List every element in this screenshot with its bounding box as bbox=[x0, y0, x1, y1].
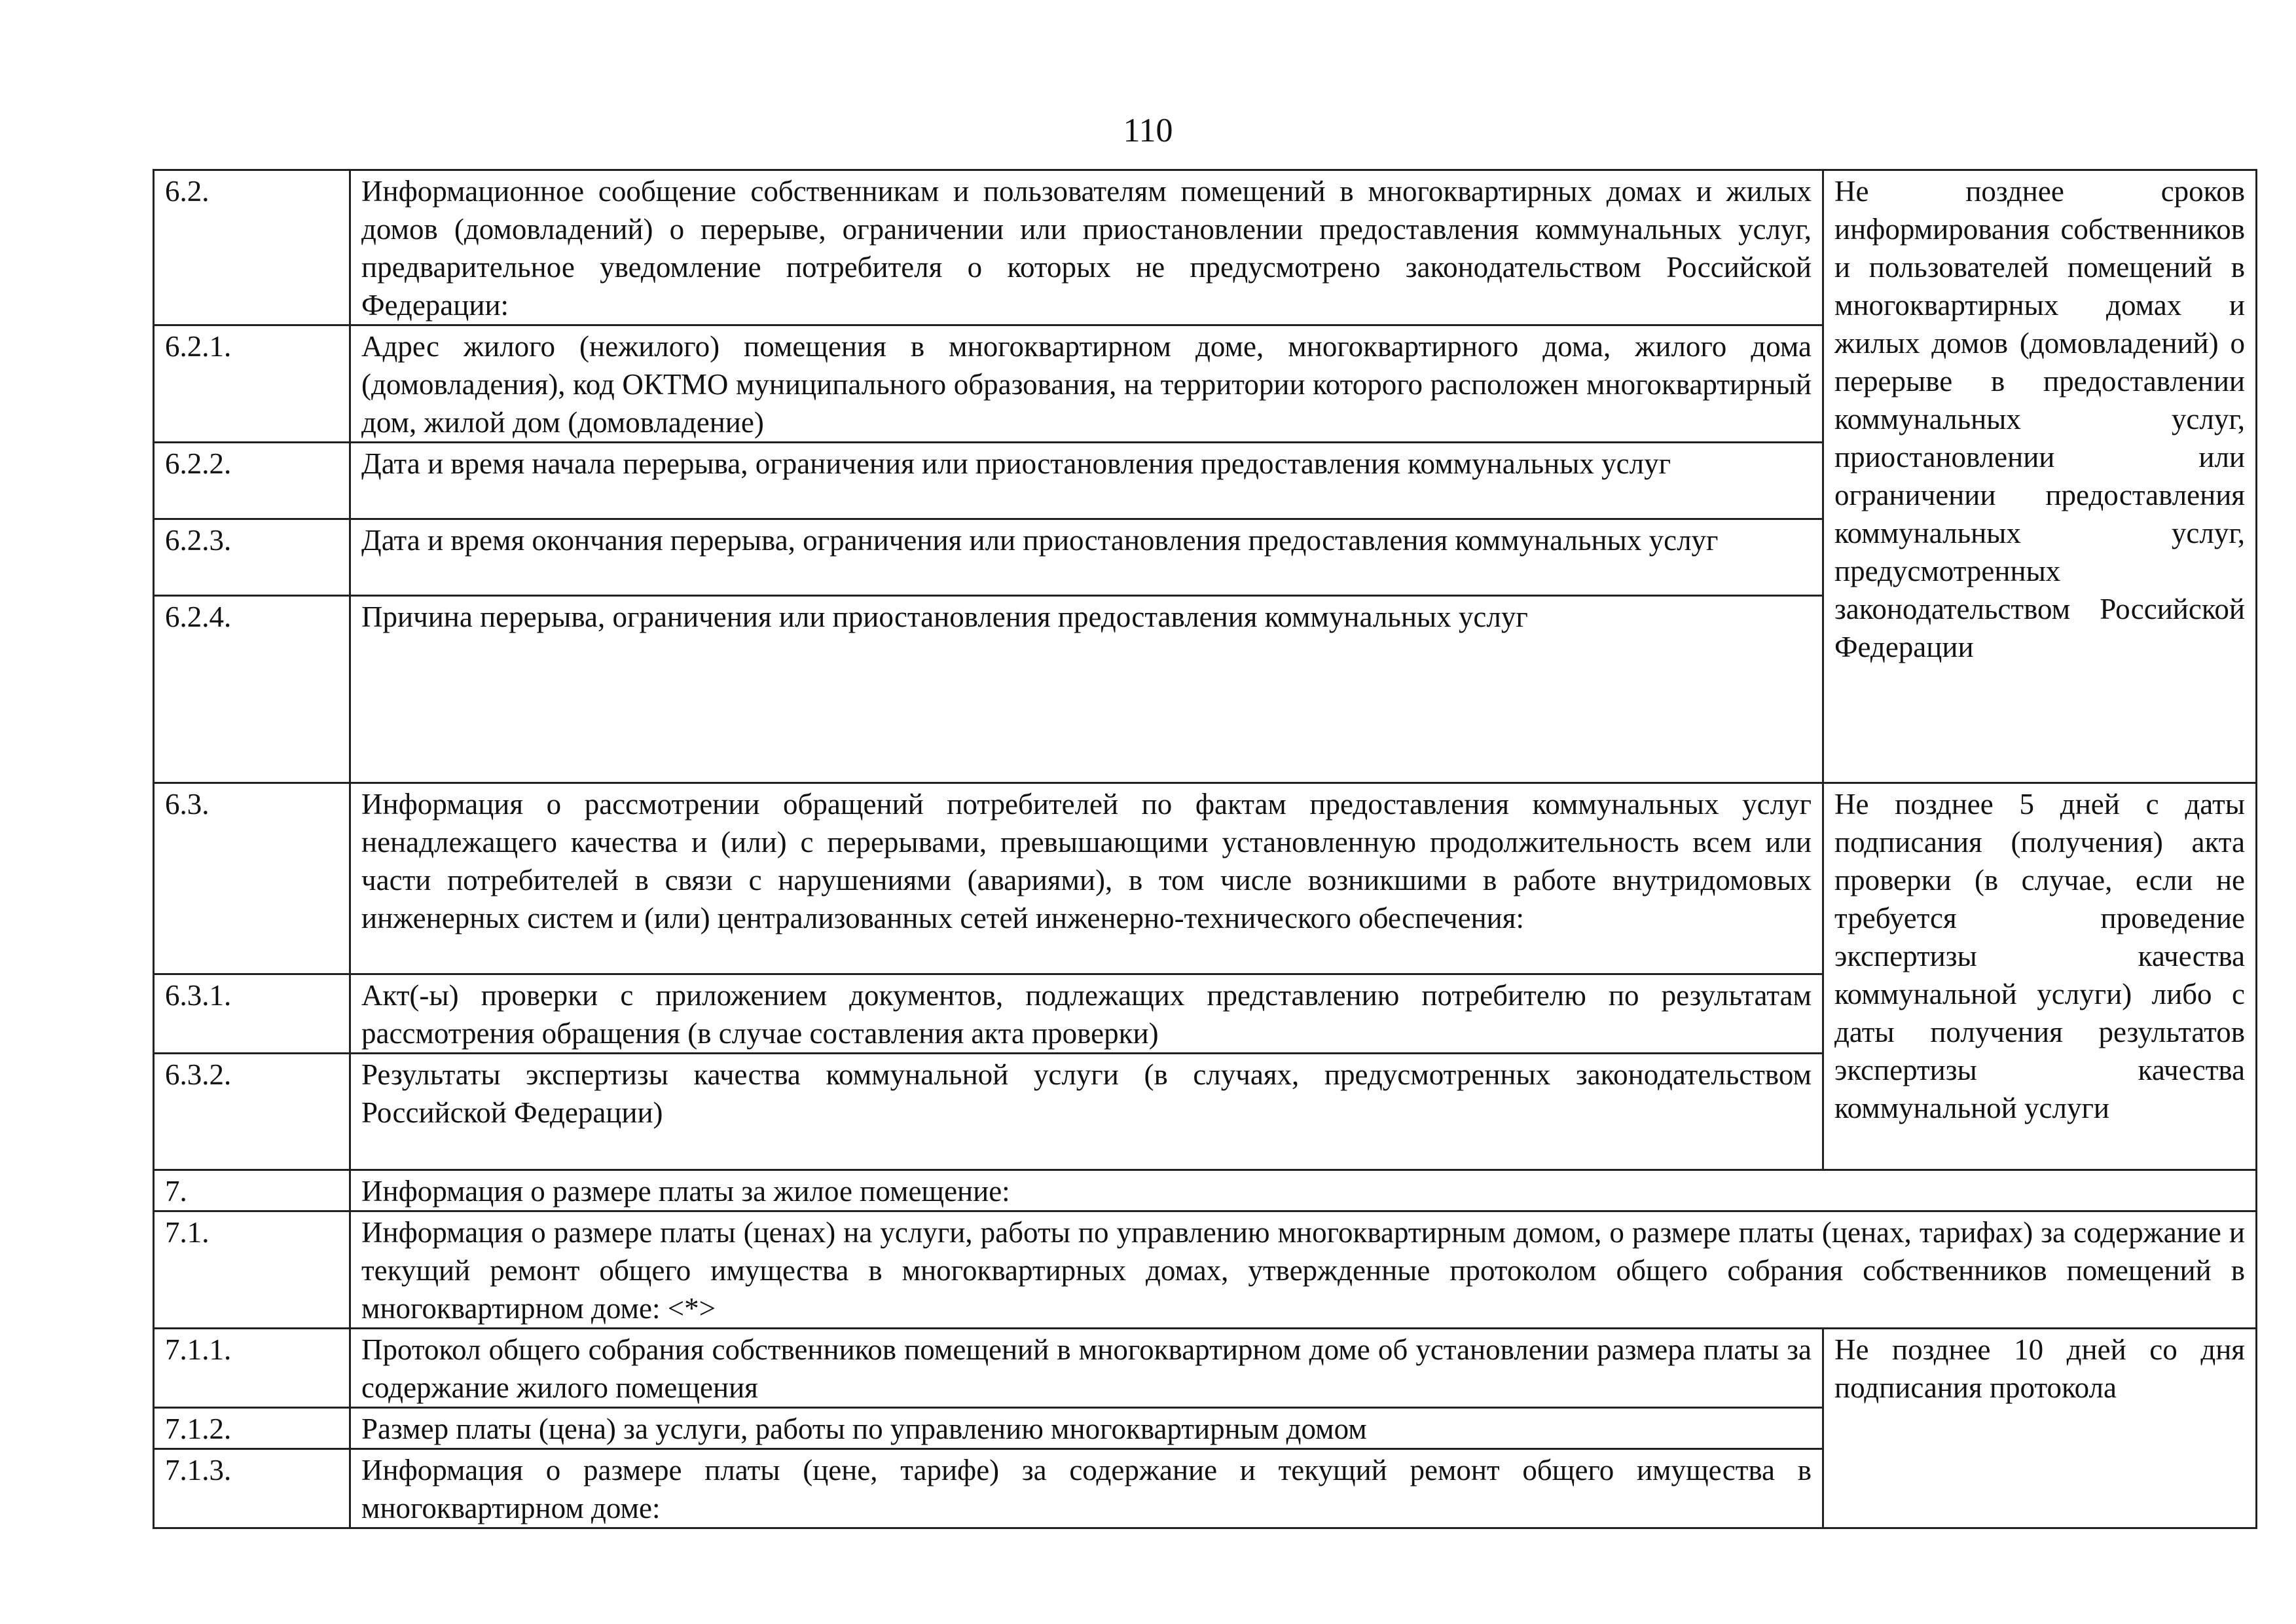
table-row bbox=[154, 170, 2257, 325]
table-row bbox=[154, 1170, 2257, 1211]
row-content: Информация о размере платы за жилое помещение: bbox=[350, 1170, 2257, 1211]
row-content: Протокол общего собрания собственников помещений в многоквартирном доме об установлении размера платы за содержание жилого помещения bbox=[350, 1329, 1823, 1408]
row-content: Акт(-ы) проверки с приложением документов, подлежащих представлению потребителю по результатам рассмотрения обращения (в случае составления акта проверки) bbox=[350, 974, 1823, 1054]
page-number: 110 bbox=[1123, 112, 1173, 149]
deadline-cell: Не позднее сроков информирования собственников и пользователей помещений в многоквартирных домах и жилых домов (домовладений) о перерыве в предоставлении коммунальных услуг, приостановлении или ограничении предоставления коммунальных услуг, предусмотренных законодательством Российской Федерации bbox=[1823, 170, 2257, 783]
row-number: 7.1.2. bbox=[154, 1408, 350, 1449]
row-number: 7.1.3. bbox=[154, 1449, 350, 1528]
table-row bbox=[154, 783, 2257, 974]
table-row bbox=[154, 1211, 2257, 1329]
row-content: Информационное сообщение собственникам и пользователям помещений в многоквартирных домах и жилых домов (домовладений) о перерыве, ограничении или приостановлении предоставления коммунальных услуг, предварительное уведомление потребителя о которых не предусмотрено законодательством Российской Федерации: bbox=[350, 170, 1823, 325]
row-number: 6.2.3. bbox=[154, 519, 350, 596]
row-number: 6.3. bbox=[154, 783, 350, 974]
disclosure-table bbox=[153, 169, 2257, 1529]
row-number: 6.2. bbox=[154, 170, 350, 325]
row-number: 6.2.2. bbox=[154, 443, 350, 519]
row-content: Информация о размере платы (ценах) на услуги, работы по управлению многоквартирным домом, о размере платы (ценах, тарифах) за содержание и текущий ремонт общего имущества в многоквартирных домах, утвержденные протоколом общего собрания собственников помещений в многоквартирном доме: <*> bbox=[350, 1211, 2257, 1329]
table-row bbox=[154, 1329, 2257, 1408]
row-number: 7.1. bbox=[154, 1211, 350, 1329]
row-content: Адрес жилого (нежилого) помещения в многоквартирном доме, многоквартирного дома, жилого дома (домовладения), код ОКТМО муниципального образования, на территории которого расположен многоквартирный дом, жилой дом (домовладение) bbox=[350, 325, 1823, 443]
deadline-cell: Не позднее 5 дней с даты подписания (получения) акта проверки (в случае, если не требуется проведение экспертизы качества коммунальной услуги) либо с даты получения результатов экспертизы качества коммунальной услуги bbox=[1823, 783, 2257, 1170]
row-number: 7. bbox=[154, 1170, 350, 1211]
row-number: 6.2.4. bbox=[154, 596, 350, 783]
row-content: Информация о размере платы (цене, тарифе) за содержание и текущий ремонт общего имущества в многоквартирном доме: bbox=[350, 1449, 1823, 1528]
row-content: Размер платы (цена) за услуги, работы по управлению многоквартирным домом bbox=[350, 1408, 1823, 1449]
row-content: Причина перерыва, ограничения или приостановления предоставления коммунальных услуг bbox=[350, 596, 1823, 783]
row-number: 7.1.1. bbox=[154, 1329, 350, 1408]
row-number: 6.3.1. bbox=[154, 974, 350, 1054]
row-content: Информация о рассмотрении обращений потребителей по фактам предоставления коммунальных услуг ненадлежащего качества и (или) с перерывами, превышающими установленную продолжительность всем или части потребителей в связи с нарушениями (авариями), в том числе возникшими в работе внутридомовых инженерных систем и (или) централизованных сетей инженерно-технического обеспечения: bbox=[350, 783, 1823, 974]
row-number: 6.2.1. bbox=[154, 325, 350, 443]
row-number: 6.3.2. bbox=[154, 1054, 350, 1170]
deadline-cell: Не позднее 10 дней со дня подписания протокола bbox=[1823, 1329, 2257, 1528]
row-content: Результаты экспертизы качества коммунальной услуги (в случаях, предусмотренных законодательством Российской Федерации) bbox=[350, 1054, 1823, 1170]
row-content: Дата и время окончания перерыва, ограничения или приостановления предоставления коммунальных услуг bbox=[350, 519, 1823, 596]
row-content: Дата и время начала перерыва, ограничения или приостановления предоставления коммунальных услуг bbox=[350, 443, 1823, 519]
